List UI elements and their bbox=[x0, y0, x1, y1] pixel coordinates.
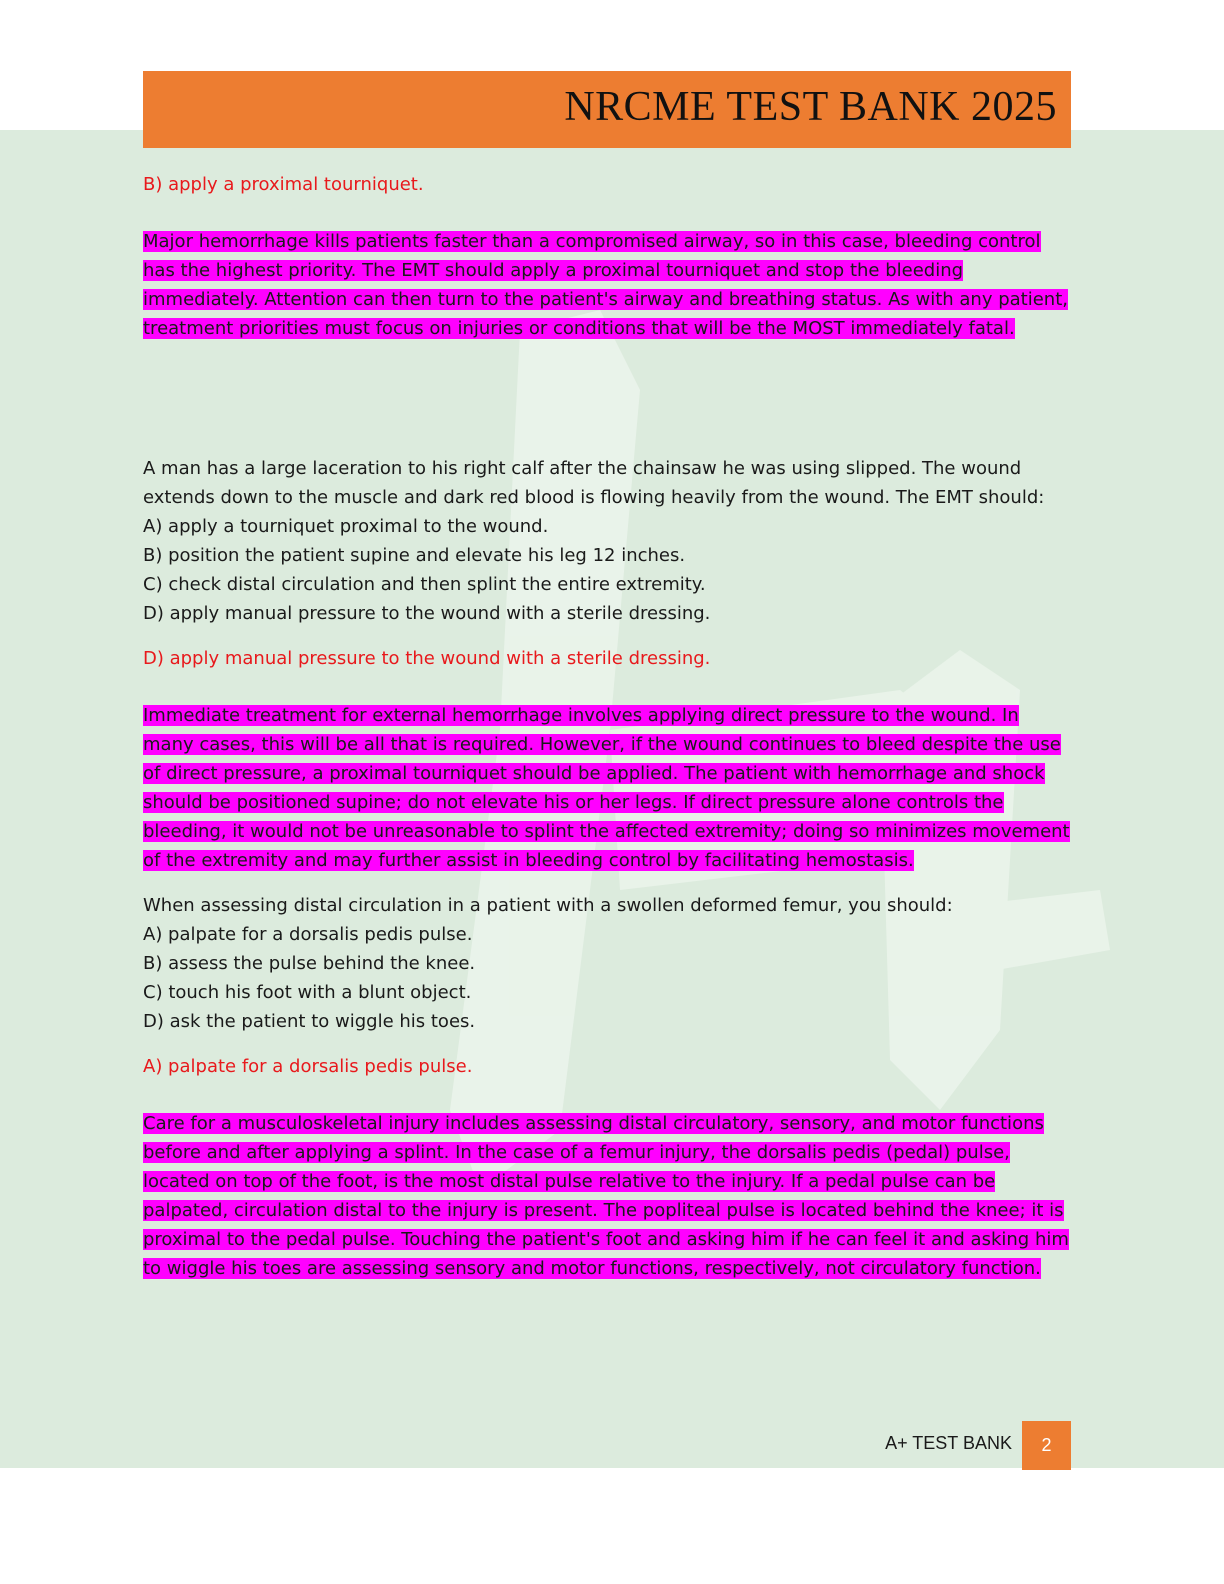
q1-answer: B) apply a proximal tourniquet. bbox=[143, 174, 424, 195]
q2-option-d: D) apply manual pressure to the wound with a sterile dressing. bbox=[143, 603, 711, 624]
document-body bbox=[143, 170, 1071, 1283]
q2-explanation bbox=[143, 701, 1071, 875]
q3-stem: When assessing distal circulation in a patient with a swollen deformed femur, you should: bbox=[143, 895, 953, 916]
q1-explanation-text: Major hemorrhage kills patients faster than a compromised airway, so in this case, bleeding control has the highest priority. The EMT should apply a proximal tourniquet and stop the bleeding immediately. Attention can then turn to the patient's airway and breathing status. As with any patient, treatment priorities must focus on injuries or conditions that will be the MOST immediately fatal. bbox=[143, 231, 1068, 339]
q3-option-d: D) ask the patient to wiggle his toes. bbox=[143, 1011, 476, 1032]
q2-option-c: C) check distal circulation and then splint the entire extremity. bbox=[143, 574, 706, 595]
q2-option-a: A) apply a tourniquet proximal to the wound. bbox=[143, 516, 549, 537]
q2-stem: A man has a large laceration to his right calf after the chainsaw he was using slipped. The wound extends down to the muscle and dark red blood is flowing heavily from the wound. The EMT should: bbox=[143, 458, 1045, 508]
q2-explanation-text: Immediate treatment for external hemorrhage involves applying direct pressure to the wound. In many cases, this will be all that is required. However, if the wound continues to bleed despite the use of direct pressure, a proximal tourniquet should be applied. The patient with hemorrhage and shock should be positioned supine; do not elevate his or her legs. If direct pressure alone controls the bleeding, it would not be unreasonable to splint the affected extremity; doing so minimizes movement of the extremity and may further assist in bleeding control by facilitating hemostasis. bbox=[143, 705, 1070, 871]
q3-option-c: C) touch his foot with a blunt object. bbox=[143, 982, 472, 1003]
q1-explanation bbox=[143, 227, 1071, 343]
q3-option-b: B) assess the pulse behind the knee. bbox=[143, 953, 476, 974]
page-number: 2 bbox=[1022, 1421, 1071, 1470]
header-bar bbox=[143, 71, 1071, 148]
q2-option-b: B) position the patient supine and elevate his leg 12 inches. bbox=[143, 545, 686, 566]
q3-answer: A) palpate for a dorsalis pedis pulse. bbox=[143, 1056, 473, 1077]
q3-explanation bbox=[143, 1109, 1071, 1283]
q3-explanation-text: Care for a musculoskeletal injury includes assessing distal circulatory, sensory, and motor functions before and after applying a splint. In the case of a femur injury, the dorsalis pedis (pedal) pulse, located on top of the foot, is the most distal pulse relative to the injury. If a pedal pulse can be palpated, circulation distal to the injury is present. The popliteal pulse is located behind the knee; it is proximal to the pedal pulse. Touching the patient's foot and asking him if he can feel it and asking him to wiggle his toes are assessing sensory and motor functions, respectively, not circulatory function. bbox=[143, 1113, 1069, 1279]
q3-option-a: A) palpate for a dorsalis pedis pulse. bbox=[143, 924, 473, 945]
footer-label: A+ TEST BANK bbox=[885, 1433, 1012, 1453]
document-title: NRCME TEST BANK 2025 bbox=[564, 84, 1057, 130]
q2-answer: D) apply manual pressure to the wound with a sterile dressing. bbox=[143, 648, 711, 669]
